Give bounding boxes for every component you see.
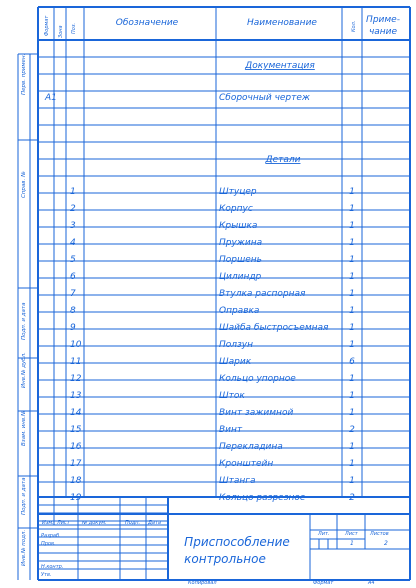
- part-name: Шайба быстросъемная: [219, 323, 329, 333]
- part-pos: 8: [70, 306, 76, 316]
- tb-sheets: Листов: [370, 531, 389, 537]
- tb-sheet: Лист: [345, 531, 358, 537]
- part-pos: 16: [70, 442, 82, 452]
- side-orig-inv: Инв.№ подл.: [21, 529, 27, 566]
- part-name: Пружина: [219, 238, 263, 248]
- part-pos: 10: [70, 340, 82, 350]
- part-qty: 1: [349, 272, 355, 282]
- header-designation: Обозначение: [115, 18, 179, 28]
- table-row: [70, 442, 355, 452]
- side-ref-no: Справ. №: [21, 171, 27, 198]
- part-name: Шарик: [219, 357, 252, 367]
- part-pos: 13: [70, 391, 82, 401]
- part-name: Поршень: [219, 255, 262, 265]
- part-pos: 6: [70, 272, 76, 282]
- part-qty: 1: [349, 187, 355, 197]
- part-qty: 1: [349, 238, 355, 248]
- tb-norm-control: Н.контр.: [41, 564, 64, 570]
- header-format: Формат: [44, 15, 50, 36]
- part-pos: 2: [70, 204, 76, 214]
- doc-title-line1: Приспособление: [184, 535, 290, 549]
- part-qty: 1: [349, 476, 355, 486]
- part-pos: 15: [70, 425, 82, 435]
- section-documentation: Документация: [245, 61, 315, 71]
- part-pos: 3: [70, 221, 76, 231]
- header-pos: Поз.: [71, 22, 77, 34]
- part-name: Цилиндр: [219, 272, 262, 282]
- part-qty: 1: [349, 374, 355, 384]
- part-pos: 9: [70, 323, 76, 333]
- part-pos: 1: [70, 187, 76, 197]
- side-dup-inv: Инв.№ дубл.: [21, 352, 27, 388]
- footer-format-value: А4: [368, 580, 375, 586]
- side-replace-inv: Взам. инв.№: [21, 410, 27, 446]
- table-row: [70, 238, 355, 248]
- table-row: [70, 357, 355, 367]
- footer-copied: Копировал: [188, 580, 217, 586]
- table-row: [70, 476, 355, 486]
- tb-sheet-col: Лист: [57, 520, 70, 526]
- table-row: [70, 493, 355, 503]
- part-pos: 19: [70, 493, 82, 503]
- part-name: Перекладина: [219, 442, 283, 452]
- part-qty: 1: [349, 391, 355, 401]
- part-name: Кольцо упорное: [219, 374, 296, 384]
- part-pos: 14: [70, 408, 82, 418]
- side-sign-date-2: Подп. и дата: [21, 477, 27, 515]
- tb-approved: Утв.: [41, 572, 52, 578]
- part-qty: 2: [349, 425, 355, 435]
- table-row: [70, 272, 355, 282]
- part-qty: 6: [349, 357, 355, 367]
- table-row: [70, 374, 355, 384]
- table-row: [70, 289, 355, 299]
- part-qty: 1: [349, 340, 355, 350]
- side-sign-date-1: Подп. и дата: [21, 302, 27, 340]
- table-row: [70, 408, 355, 418]
- header-name: Наименование: [247, 18, 317, 28]
- part-pos: 7: [70, 289, 76, 299]
- part-name: Корпус: [219, 204, 253, 214]
- parts-list: [70, 187, 355, 503]
- table-row: [70, 459, 355, 469]
- part-name: Ползун: [219, 340, 254, 350]
- header-note-line1: Приме-: [366, 15, 400, 25]
- table-row: [70, 425, 355, 435]
- doc-format: А1: [45, 93, 57, 103]
- tb-sign: Подп.: [125, 520, 141, 526]
- part-pos: 5: [70, 255, 76, 265]
- part-name: Кольцо разрезное: [219, 493, 306, 503]
- tb-date: Дата: [148, 520, 161, 526]
- part-qty: 2: [349, 493, 355, 503]
- part-name: Винт: [219, 425, 243, 435]
- table-row: [70, 221, 355, 231]
- tb-checked: Пров.: [41, 541, 56, 547]
- part-qty: 1: [349, 289, 355, 299]
- part-qty: 1: [349, 459, 355, 469]
- part-name: Втулка распорная: [219, 289, 306, 299]
- part-pos: 17: [70, 459, 82, 469]
- doc-title-line2: контрольное: [184, 552, 266, 566]
- table-row: [70, 323, 355, 333]
- side-first-use: Перв. примен.: [21, 53, 27, 95]
- part-pos: 18: [70, 476, 82, 486]
- part-name: Винт зажимной: [219, 408, 294, 418]
- part-name: Штуцер: [219, 187, 257, 197]
- part-qty: 1: [349, 306, 355, 316]
- section-parts: Детали: [265, 155, 301, 165]
- header-qty: Кол.: [351, 20, 357, 32]
- table-row: [70, 255, 355, 265]
- part-name: Кронштейн: [219, 459, 274, 469]
- doc-name: Сборочный чертеж: [219, 93, 311, 103]
- part-name: Оправка: [219, 306, 260, 316]
- tb-lit: Лит.: [318, 531, 330, 537]
- part-qty: 1: [349, 204, 355, 214]
- tb-sheet-value: 1: [350, 540, 354, 547]
- table-row: [70, 204, 355, 214]
- part-qty: 1: [349, 442, 355, 452]
- part-qty: 1: [349, 408, 355, 418]
- part-qty: 1: [349, 255, 355, 265]
- tb-sheets-value: 2: [384, 540, 388, 547]
- footer-format: Формат: [313, 580, 334, 586]
- header-note-line2: чание: [368, 27, 398, 37]
- header-zone: Зона: [58, 25, 64, 38]
- part-name: Крышка: [219, 221, 258, 231]
- tb-doc-no: № докум.: [82, 520, 107, 526]
- part-pos: 4: [70, 238, 76, 248]
- part-name: Штанга: [219, 476, 256, 486]
- tb-change: Изм.: [42, 520, 54, 526]
- table-row: [70, 187, 355, 197]
- part-pos: 11: [70, 357, 82, 367]
- part-qty: 1: [349, 323, 355, 333]
- tb-developed: Разраб.: [41, 533, 61, 539]
- table-row: [70, 306, 355, 316]
- part-name: Шток: [219, 391, 245, 401]
- part-pos: 12: [70, 374, 82, 384]
- table-row: [70, 340, 355, 350]
- part-qty: 1: [349, 221, 355, 231]
- table-row: [70, 391, 355, 401]
